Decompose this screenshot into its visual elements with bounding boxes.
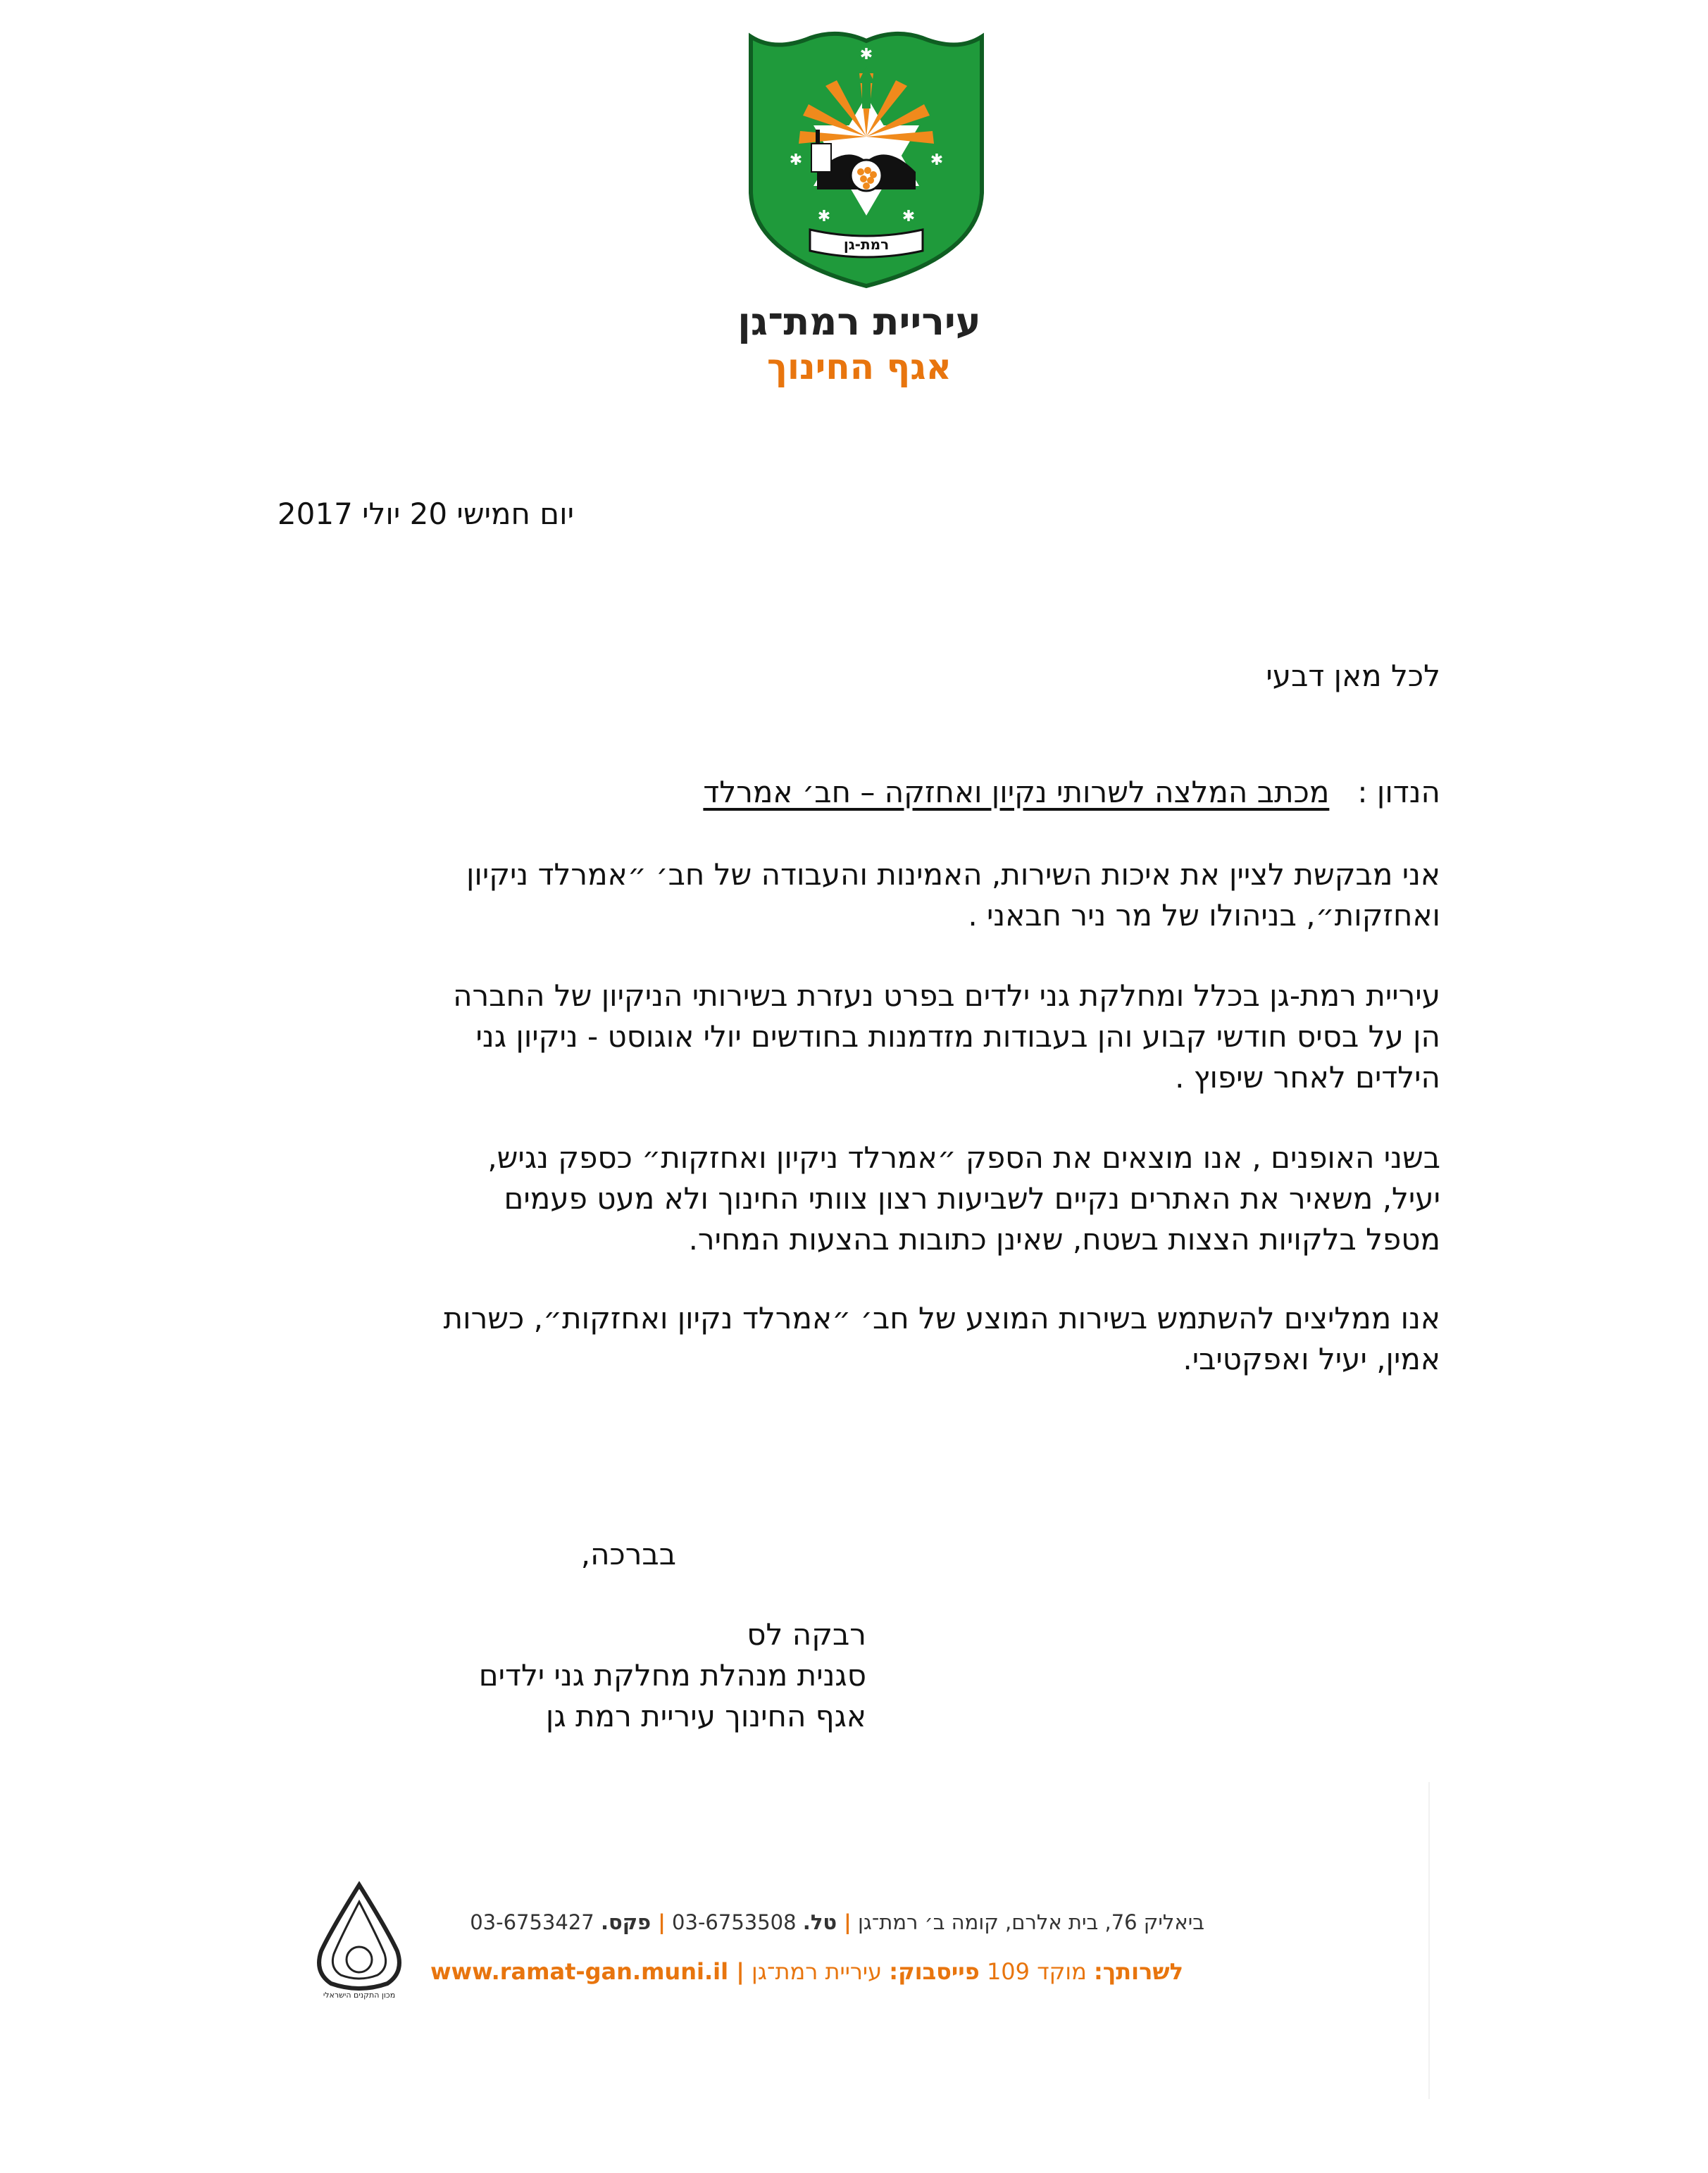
footer-website-link[interactable]: www.ramat-gan.muni.il [430, 1958, 729, 1985]
subject-label: הנדון : [1357, 775, 1440, 809]
footer-facebook: עיריית רמת־גן [752, 1958, 883, 1985]
standards-institute-logo [310, 1881, 409, 2000]
paragraph-line: בשני האופנים , אנו מוצאים את הספק ״אמרלד ניקיון ואחזקות״ כספק נגיש, [487, 1140, 1440, 1175]
signature-name: רבקה לס [747, 1617, 866, 1652]
footer-tel: 03-6753508 [672, 1910, 797, 1934]
department-name: אגף החינוך [766, 347, 952, 387]
footer-tel-label: טל. [802, 1910, 837, 1934]
signature-block [479, 1614, 866, 1737]
footer-contact-line: ביאליק 76, בית אלרם, קומה ב׳ רמת־גן | טל. 03-6753508 | פקס. 03-6753427 [470, 1910, 1204, 1934]
footer-hotline: מוקד 109 [986, 1958, 1087, 1985]
ramat-gan-crest-logo [747, 31, 986, 292]
crest-banner-text: רמת-גן [843, 236, 890, 253]
svg-text:✱: ✱ [902, 208, 916, 225]
footer-service-line: לשרותך: מוקד 109 פייסבוק: עיריית רמת־גן | www.ramat-gan.muni.il [430, 1958, 1183, 1985]
paragraph-4 [257, 1298, 1440, 1380]
footer-service-label: לשרותך: [1093, 1958, 1183, 1985]
subject-line [703, 775, 1440, 809]
paragraph-3 [257, 1138, 1440, 1260]
footer-fax-label: פקס. [600, 1910, 652, 1934]
iso-caption: מכון התקנים הישראלי [323, 1991, 396, 2000]
svg-text:✱: ✱ [859, 46, 873, 63]
footer-address: ביאליק 76, בית אלרם, קומה ב׳ רמת־גן [857, 1910, 1204, 1934]
subject-text: מכתב המלצה לשרותי נקיון ואחזקה – חב׳ אמרלד [703, 775, 1330, 809]
closing: בברכה, [580, 1537, 676, 1571]
paragraph-line: הילדים לאחר שיפוץ . [1175, 1060, 1440, 1095]
paragraph-line: אני מבקשת לציין את איכות השירות, האמינות והעבודה של חב׳ ״אמרלד ניקיון [466, 857, 1440, 892]
signature-title: סגנית מנהלת מחלקת גני ילדים [478, 1658, 866, 1693]
salutation: לכל מאן דבעי [1266, 659, 1440, 693]
paragraph-2 [257, 976, 1440, 1098]
svg-text:✱: ✱ [817, 208, 831, 225]
paragraph-1 [257, 854, 1440, 936]
paragraph-line: יעיל, משאיר את האתרים נקיים לשביעות רצון צוותי החינוך ולא מעט פעמים [504, 1181, 1440, 1216]
footer-facebook-label: פייסבוק: [889, 1958, 980, 1985]
letter-date: יום חמישי 20 יולי 2017 [277, 497, 574, 531]
paragraph-line: אמין, יעיל ואפקטיבי. [1183, 1342, 1440, 1376]
signature-org: אגף החינוך עיריית רמת גן [545, 1699, 866, 1733]
footer-fax: 03-6753427 [470, 1910, 594, 1934]
scan-edge-line [1428, 1782, 1430, 2099]
paragraph-line: ואחזקות״, בניהולו של מר ניר חבאני . [968, 898, 1440, 933]
paragraph-line: הן על בסיס חודשי קבוע והן בעבודות מזדמנות בחודשים יולי אוגוסט - ניקיון גני [475, 1019, 1440, 1054]
svg-text:✱: ✱ [930, 151, 944, 169]
paragraph-line: אנו ממליצים להשתמש בשירות המוצע של חב׳ ״אמרלד נקיון ואחזקות״, כשרות [443, 1301, 1440, 1335]
paragraph-line: עיריית רמת-גן בכלל ומחלקת גני ילדים בפרט נעזרת בשירותי הניקיון של החברה [453, 978, 1440, 1013]
municipality-name: עיריית רמת־גן [737, 299, 981, 344]
paragraph-line: מטפל בלקויות הצצות בשטח, שאינן כתובות בהצעות המחיר. [688, 1222, 1440, 1257]
svg-text:✱: ✱ [789, 151, 803, 169]
